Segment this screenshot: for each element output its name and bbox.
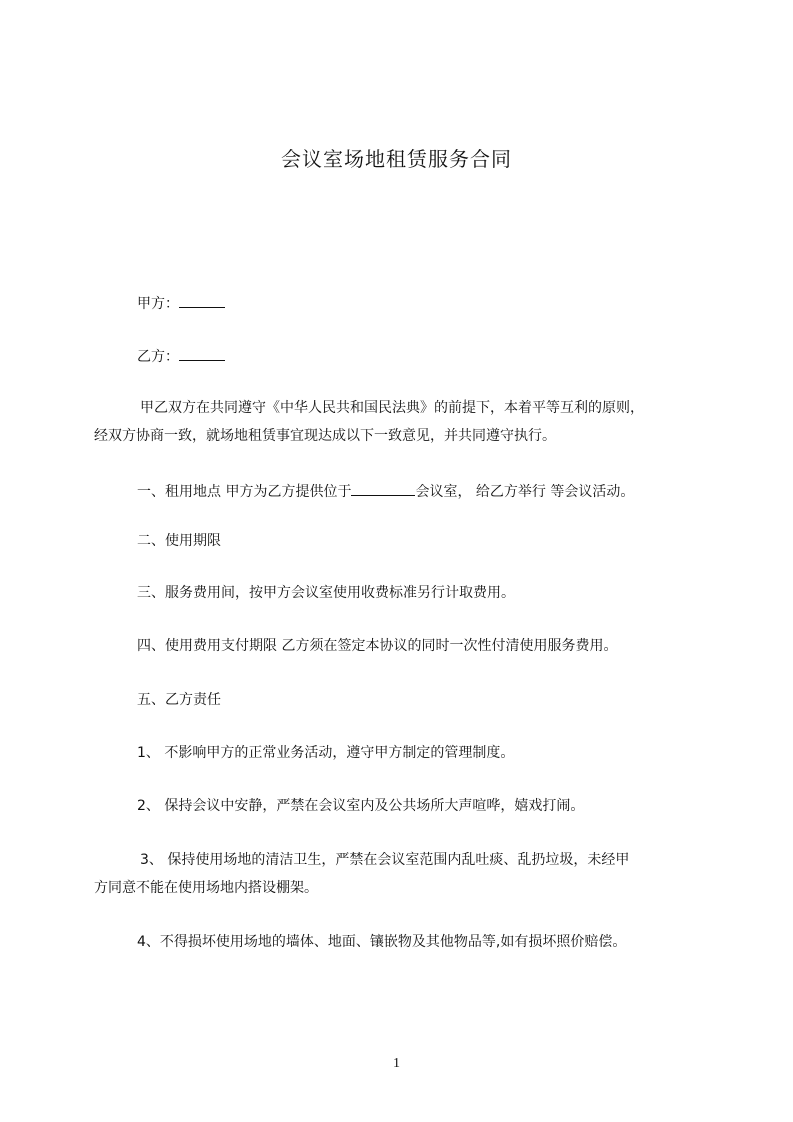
list-item-3-line-1: 3、 保持使用场地的清洁卫生，严禁在会议室范围内乱吐痰、乱扔垃圾，未经甲 <box>140 852 630 868</box>
clause-5: 五、乙方责任 <box>137 692 221 708</box>
list-item-2: 2、 保持会议中安静，严禁在会议室内及公共场所大声喧哗，嬉戏打闹。 <box>137 798 585 814</box>
preamble-line-1: 甲乙双方在共同遵守《中华人民共和国民法典》的前提下，本着平等互利的原则， <box>140 400 644 416</box>
clause-4: 四、使用费用支付期限 乙方须在签定本协议的同时一次性付清使用服务费用。 <box>137 638 618 654</box>
clause-1-text-end: 会议室， 给乙方举行 等会议活动。 <box>415 484 635 500</box>
page-title: 会议室场地租赁服务合同 <box>281 147 512 171</box>
page-number: 1 <box>393 1056 400 1071</box>
clause-2: 二、使用期限 <box>137 533 221 549</box>
party-a-label: 甲方： <box>137 296 179 312</box>
party-b-blank <box>179 345 225 361</box>
list-item-3-line-2: 方同意不能在使用场地内搭设棚架。 <box>94 880 318 896</box>
party-a-blank <box>179 292 225 308</box>
preamble-line-2: 经双方协商一致，就场地租赁事宜现达成以下一致意见，并共同遵守执行。 <box>94 428 556 444</box>
list-item-4: 4、不得损坏使用场地的墙体、地面、镶嵌物及其他物品等,如有损坏照价赔偿。 <box>137 934 627 950</box>
party-b-line <box>137 345 225 367</box>
party-b-label: 乙方： <box>137 349 179 365</box>
location-blank <box>351 480 415 496</box>
list-item-1: 1、 不影响甲方的正常业务活动，遵守甲方制定的管理制度。 <box>137 745 515 761</box>
clause-1-text-start: 一、租用地点 甲方为乙方提供位于 <box>137 484 352 500</box>
party-a-line <box>137 292 225 314</box>
clause-1 <box>137 480 634 502</box>
clause-3: 三、服务费用间，按甲方会议室使用收费标准另行计取费用。 <box>137 585 515 601</box>
